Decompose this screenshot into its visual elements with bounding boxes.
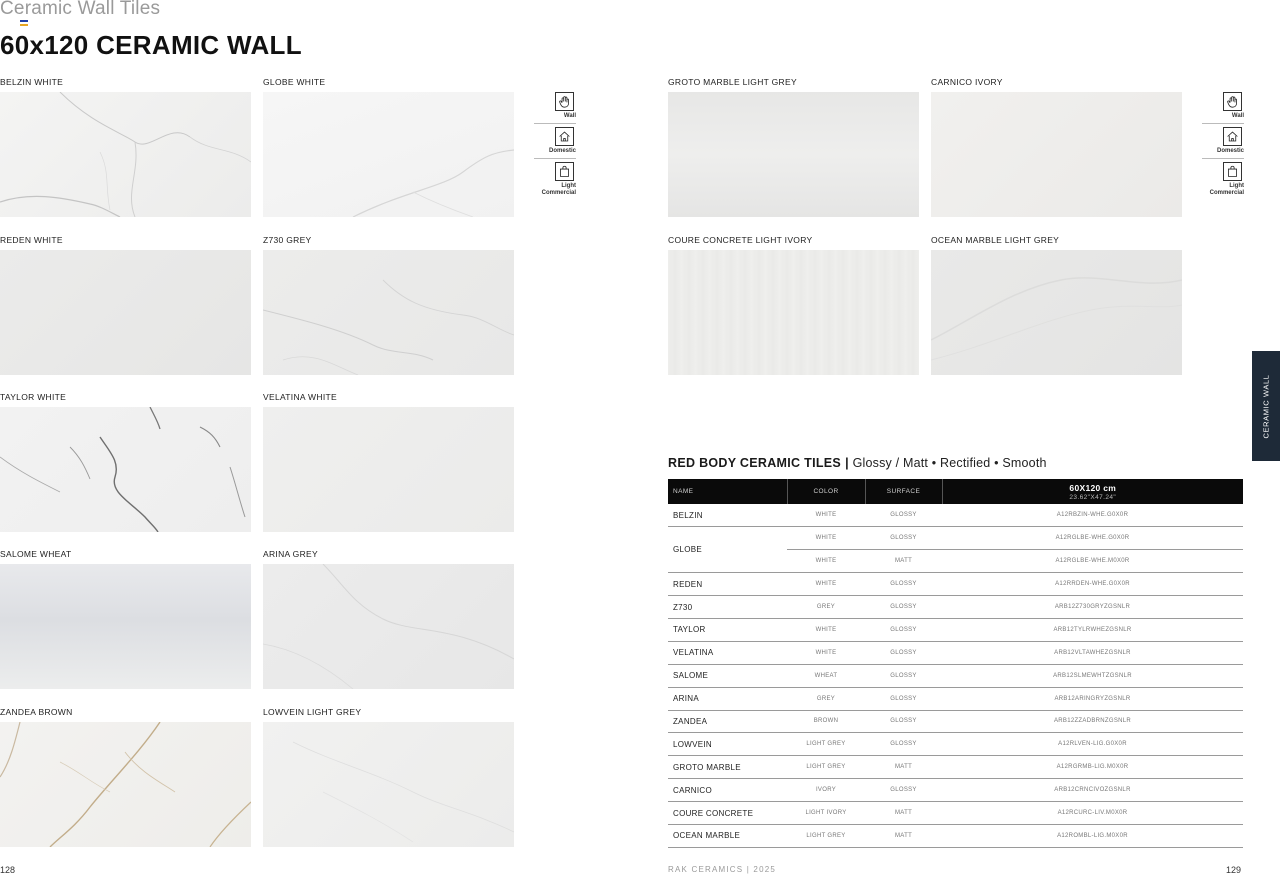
- cell-surface: GLOSSY: [865, 527, 942, 550]
- cell-code: A12ROMBL-LIG.M0X0R: [942, 824, 1243, 847]
- flag-icon: [20, 20, 28, 26]
- table-row: [668, 573, 1243, 596]
- header-size-cm: 60X120 cm: [1069, 482, 1117, 493]
- tile-name: GROTO MARBLE LIGHT GREY: [668, 77, 797, 87]
- usage-label: Wall: [1231, 113, 1244, 119]
- tile-name: COURE CONCRETE LIGHT IVORY: [668, 235, 813, 245]
- usage-legend: [534, 92, 576, 203]
- tile-swatch[interactable]: [668, 250, 919, 375]
- tile-name: BELZIN WHITE: [0, 77, 64, 87]
- house-icon: [1223, 127, 1242, 146]
- page-title: 60x120 CERAMIC WALL: [0, 30, 302, 60]
- marble-vein-graphic: [0, 722, 251, 847]
- cell-surface: GLOSSY: [865, 710, 942, 733]
- tile-name: OCEAN MARBLE LIGHT GREY: [931, 235, 1060, 245]
- tile-name: ZANDEA BROWN: [0, 707, 73, 717]
- table-row: [668, 687, 1243, 710]
- table-row: [668, 802, 1243, 825]
- usage-wall: [534, 92, 576, 124]
- table-body: [668, 504, 1243, 847]
- cell-color: LIGHT IVORY: [787, 802, 865, 825]
- tile-name: GLOBE WHITE: [263, 77, 326, 87]
- cell-name: GROTO MARBLE: [668, 756, 787, 779]
- marble-vein-graphic: [263, 722, 514, 847]
- tile-card[interactable]: [931, 234, 1182, 375]
- tile-swatch[interactable]: [263, 564, 514, 689]
- marble-vein-graphic: [263, 92, 514, 217]
- tile-card[interactable]: [931, 76, 1182, 217]
- cell-surface: MATT: [865, 756, 942, 779]
- cell-name: REDEN: [668, 573, 787, 596]
- cell-surface: GLOSSY: [865, 664, 942, 687]
- tile-swatch[interactable]: [263, 250, 514, 375]
- header-name: NAME: [668, 479, 787, 504]
- tile-swatch[interactable]: [0, 407, 251, 532]
- cell-color: WHITE: [787, 618, 865, 641]
- cell-color: LIGHT GREY: [787, 824, 865, 847]
- cell-code: ARB12ARINGRYZGSNLR: [942, 687, 1243, 710]
- header-size: [942, 479, 1243, 504]
- tile-card[interactable]: [0, 234, 251, 375]
- cell-code: A12RGRMB-LIG.M0X0R: [942, 756, 1243, 779]
- cell-surface: MATT: [865, 550, 942, 573]
- marble-vein-graphic: [263, 564, 514, 689]
- cell-code: ARB12Z730GRYZGSNLR: [942, 596, 1243, 619]
- cell-color: BROWN: [787, 710, 865, 733]
- usage-domestic: [1202, 127, 1244, 159]
- cell-surface: GLOSSY: [865, 687, 942, 710]
- cell-color: WHITE: [787, 527, 865, 550]
- tile-card[interactable]: [0, 76, 251, 217]
- tile-name: Z730 GREY: [263, 235, 312, 245]
- tile-swatch[interactable]: [931, 250, 1182, 375]
- cell-name: ZANDEA: [668, 710, 787, 733]
- table-row: [668, 641, 1243, 664]
- table-row: [668, 779, 1243, 802]
- tile-name: VELATINA WHITE: [263, 392, 337, 402]
- marble-vein-graphic: [0, 92, 251, 217]
- tile-name: LOWVEIN LIGHT GREY: [263, 707, 362, 717]
- usage-legend: [1202, 92, 1244, 203]
- cell-color: WHITE: [787, 504, 865, 527]
- table-row: [668, 733, 1243, 756]
- cell-surface: GLOSSY: [865, 641, 942, 664]
- tile-card[interactable]: [263, 706, 514, 847]
- cell-code: A12RRDEN-WHE.G0X0R: [942, 573, 1243, 596]
- header-size-inch: 23.62"X47.24": [1069, 493, 1117, 501]
- cell-name: VELATINA: [668, 641, 787, 664]
- table-row: [668, 618, 1243, 641]
- cell-color: GREY: [787, 687, 865, 710]
- usage-label: Light Commercial: [541, 183, 576, 196]
- cell-code: A12RLVEN-LIG.G0X0R: [942, 733, 1243, 756]
- cell-code: ARB12TYLRWHEZGSNLR: [942, 618, 1243, 641]
- table-title-main: RED BODY CERAMIC TILES: [668, 456, 842, 470]
- header-color: COLOR: [787, 479, 865, 504]
- marble-vein-graphic: [263, 250, 514, 375]
- cell-color: LIGHT GREY: [787, 756, 865, 779]
- section-side-tab[interactable]: [1252, 351, 1280, 461]
- cell-color: GREY: [787, 596, 865, 619]
- cell-name: COURE CONCRETE: [668, 802, 787, 825]
- marble-vein-graphic: [931, 250, 1182, 375]
- table-header-row: [668, 479, 1243, 504]
- tile-card[interactable]: [263, 76, 514, 217]
- usage-label: Domestic: [1216, 148, 1244, 154]
- cell-name: TAYLOR: [668, 618, 787, 641]
- usage-label: Domestic: [548, 148, 576, 154]
- flag-stripe: [20, 24, 28, 26]
- usage-label: Light Commercial: [1209, 183, 1244, 196]
- tile-card[interactable]: [0, 548, 251, 689]
- cell-name: LOWVEIN: [668, 733, 787, 756]
- cell-name: OCEAN MARBLE: [668, 824, 787, 847]
- cell-code: ARB12VLTAWHEZGSNLR: [942, 641, 1243, 664]
- tile-swatch[interactable]: [263, 407, 514, 532]
- cell-color: WHEAT: [787, 664, 865, 687]
- tile-swatch[interactable]: [0, 722, 251, 847]
- table-title: [668, 456, 1047, 470]
- cell-code: ARB12CRNCIVOZGSNLR: [942, 779, 1243, 802]
- tile-card[interactable]: [0, 706, 251, 847]
- tile-name: ARINA GREY: [263, 549, 318, 559]
- usage-light-commercial: [1202, 162, 1244, 200]
- tile-name: CARNICO IVORY: [931, 77, 1003, 87]
- side-tab-label: CERAMIC WALL: [1261, 373, 1271, 439]
- tile-card[interactable]: [263, 391, 514, 532]
- table-row: [668, 527, 1243, 550]
- cell-name: SALOME: [668, 664, 787, 687]
- tile-name: REDEN WHITE: [0, 235, 63, 245]
- tile-swatch[interactable]: [668, 92, 919, 217]
- shopping-bag-icon: [555, 162, 574, 181]
- tile-swatch[interactable]: [263, 722, 514, 847]
- tile-name: TAYLOR WHITE: [0, 392, 67, 402]
- shopping-bag-icon: [1223, 162, 1242, 181]
- tile-swatch[interactable]: [0, 564, 251, 689]
- table-title-separator: |: [845, 456, 849, 470]
- cell-surface: GLOSSY: [865, 573, 942, 596]
- table-row: [668, 504, 1243, 527]
- cell-name: Z730: [668, 596, 787, 619]
- usage-wall: [1202, 92, 1244, 124]
- hand-icon: [555, 92, 574, 111]
- cell-code: A12RGLBE-WHE.M0X0R: [942, 550, 1243, 573]
- usage-label: Wall: [563, 113, 576, 119]
- cell-surface: GLOSSY: [865, 779, 942, 802]
- cell-color: WHITE: [787, 641, 865, 664]
- usage-light-commercial: [534, 162, 576, 200]
- tile-card[interactable]: [263, 234, 514, 375]
- cell-color: WHITE: [787, 550, 865, 573]
- cell-name: CARNICO: [668, 779, 787, 802]
- cell-code: A12RGLBE-WHE.G0X0R: [942, 527, 1243, 550]
- tile-card[interactable]: [668, 234, 919, 375]
- spec-table: [668, 479, 1243, 848]
- cell-surface: MATT: [865, 824, 942, 847]
- tile-card[interactable]: [0, 391, 251, 532]
- table-row: [668, 664, 1243, 687]
- cell-surface: GLOSSY: [865, 618, 942, 641]
- tile-swatch[interactable]: [931, 92, 1182, 217]
- tile-swatch[interactable]: [0, 250, 251, 375]
- category-heading: Ceramic Wall Tiles: [0, 0, 161, 19]
- table-row: [668, 596, 1243, 619]
- page-number-right: 129: [1226, 865, 1242, 875]
- usage-domestic: [534, 127, 576, 159]
- table-row: [668, 824, 1243, 847]
- cell-name: ARINA: [668, 687, 787, 710]
- tile-card[interactable]: [668, 76, 919, 217]
- cell-name: GLOBE: [668, 527, 787, 573]
- tile-card[interactable]: [263, 548, 514, 689]
- hand-icon: [1223, 92, 1242, 111]
- header-surface: SURFACE: [865, 479, 942, 504]
- cell-surface: GLOSSY: [865, 504, 942, 527]
- tile-swatch[interactable]: [0, 92, 251, 217]
- cell-code: A12RBZIN-WHE.G0X0R: [942, 504, 1243, 527]
- cell-color: WHITE: [787, 573, 865, 596]
- house-icon: [555, 127, 574, 146]
- tile-name: SALOME WHEAT: [0, 549, 72, 559]
- marble-vein-graphic: [0, 407, 251, 532]
- cell-name: BELZIN: [668, 504, 787, 527]
- cell-surface: MATT: [865, 802, 942, 825]
- cell-color: LIGHT GREY: [787, 733, 865, 756]
- table-row: [668, 710, 1243, 733]
- cell-color: IVORY: [787, 779, 865, 802]
- tile-swatch[interactable]: [263, 92, 514, 217]
- cell-code: ARB12ZZADBRNZGSNLR: [942, 710, 1243, 733]
- cell-code: ARB12SLMEWHTZGSNLR: [942, 664, 1243, 687]
- table-title-spec: Glossy / Matt • Rectified • Smooth: [852, 456, 1047, 470]
- cell-surface: GLOSSY: [865, 596, 942, 619]
- footer-brand: RAK CERAMICS | 2025: [668, 865, 777, 874]
- page-number-left: 128: [0, 865, 16, 875]
- cell-code: A12RCURC-LIV.M0X0R: [942, 802, 1243, 825]
- table-row: [668, 756, 1243, 779]
- cell-surface: GLOSSY: [865, 733, 942, 756]
